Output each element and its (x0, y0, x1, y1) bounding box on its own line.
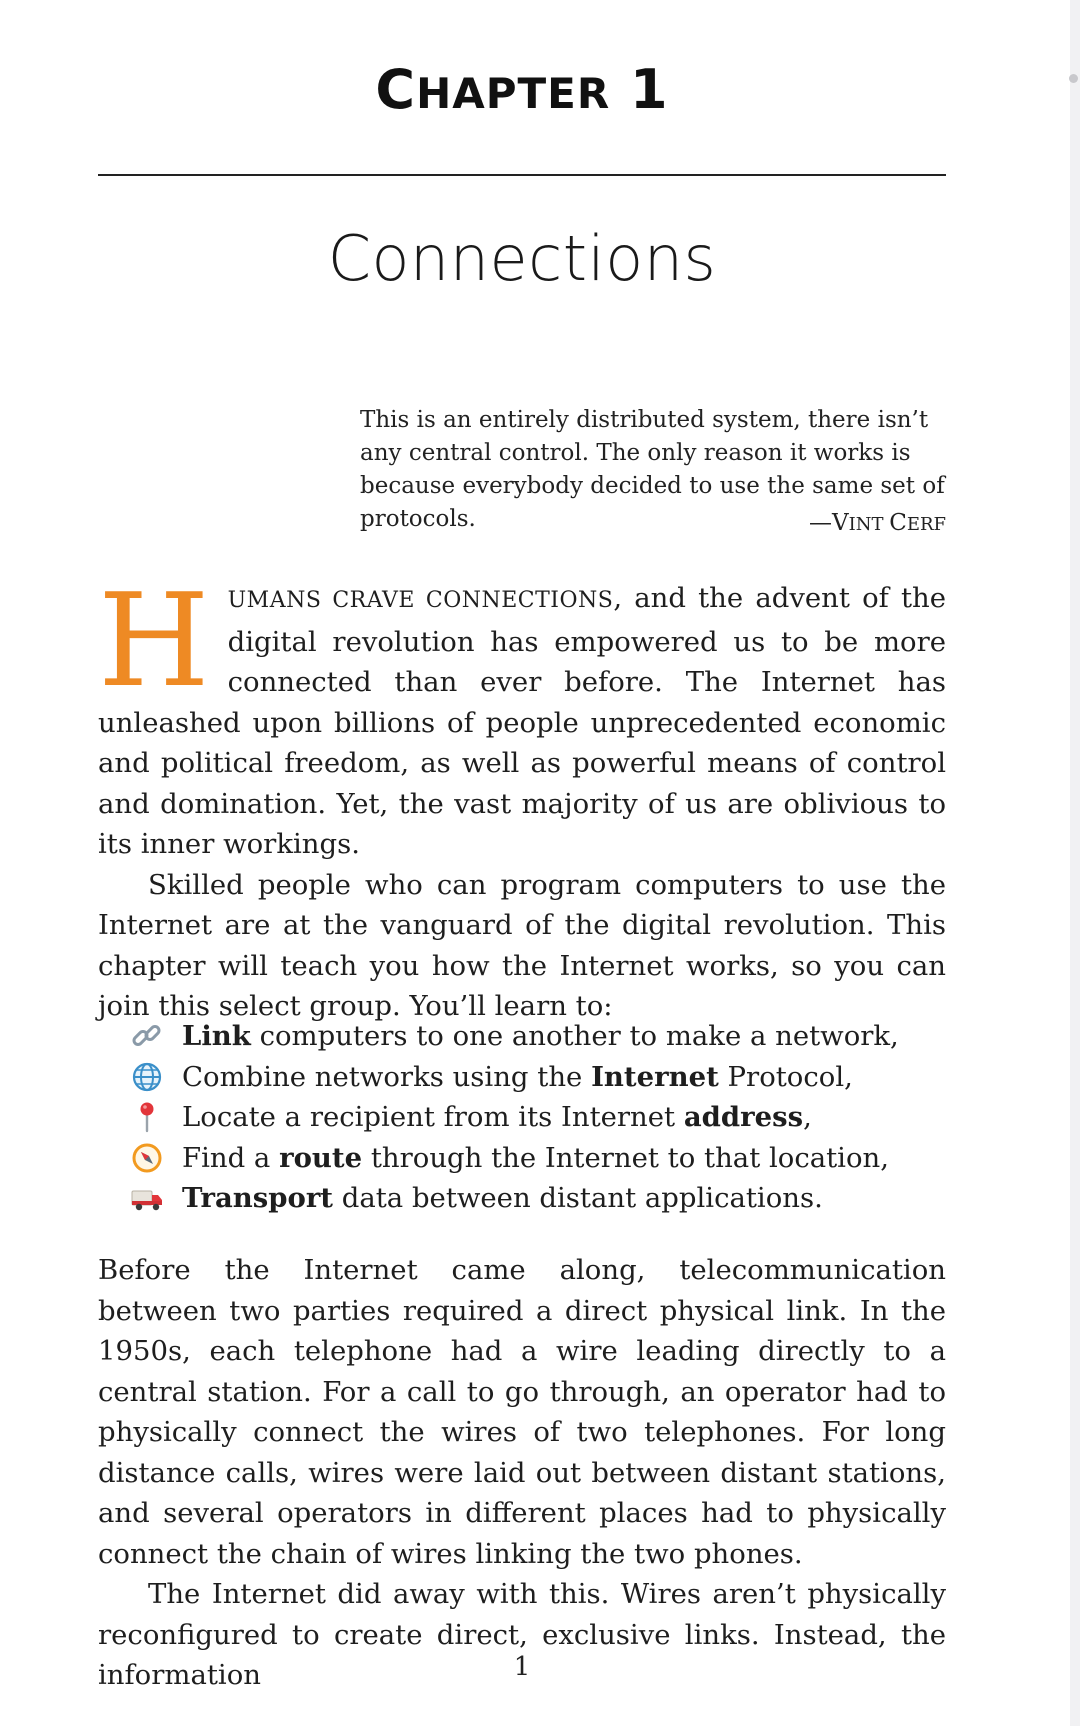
page-number: 1 (513, 1652, 531, 1682)
item-text-post: through the Internet to that location, (362, 1141, 889, 1174)
attribution-int: INT (848, 514, 890, 535)
item-keyword: Transport (182, 1182, 334, 1214)
chapter-label-initial: C (375, 58, 417, 121)
paragraph-3: Before the Internet came along, telecommunication between two parties required a direct physical link. In the 1950s, each telephone had a wire leading directly to a central station. For a call to go through, an operator had to physically connect the wires of two telephones. For long distance calls, wires were laid out between distant stations, and several operators in different places had to physically connect the chain of wires linking the two phones. (98, 1254, 946, 1570)
scrollbar-track[interactable] (1070, 0, 1080, 1726)
truck-icon (130, 1181, 164, 1215)
lead-in-smallcaps: UMANS CRAVE CONNECTIONS (227, 588, 614, 613)
intro-paragraphs (98, 567, 946, 1027)
list-item (130, 1138, 946, 1179)
paragraph-1-text: , and the advent of the digital revolution has empowered us to be more connected than ever before. The Internet has unleashed upon billions of people unprecedented economic and political freedom, as well as powerful means of control and domination. Yet, the vast majority of us are oblivious to its inner workings. (98, 582, 946, 860)
chapter-label (98, 58, 946, 121)
scrollbar-thumb[interactable] (1069, 74, 1078, 83)
item-text-post: computers to one another to make a network, (250, 1020, 899, 1052)
attribution-erf: ERF (906, 514, 946, 535)
list-item (130, 1178, 946, 1219)
learning-objectives-list (130, 1016, 946, 1219)
drop-cap: H (98, 567, 210, 716)
attribution-initial-v: V (831, 510, 849, 536)
item-keyword: address (683, 1101, 804, 1133)
chapter-divider (98, 174, 946, 176)
paragraph-1 (98, 567, 946, 865)
chapter-number: 1 (630, 58, 669, 121)
epigraph-quote: This is an entirely distributed system, there isn’t any central control. The only reason it works is because everybody decided to use the same set of protocols. (360, 407, 945, 532)
link-icon (130, 1019, 164, 1053)
compass-icon (130, 1141, 164, 1175)
item-text-post: Protocol, (718, 1060, 853, 1093)
item-text-pre: Locate a recipient from its Internet (182, 1101, 684, 1133)
item-keyword: route (279, 1141, 363, 1174)
list-item (130, 1057, 946, 1098)
item-text-pre: Combine networks using the (182, 1060, 592, 1093)
attribution-initial-c: C (889, 510, 907, 536)
attribution-dash: — (808, 510, 832, 536)
item-keyword: Link (182, 1020, 251, 1052)
epigraph-attribution (360, 510, 946, 536)
history-paragraphs (98, 1250, 946, 1696)
item-keyword: Internet (591, 1060, 719, 1093)
paragraph-4: The Internet did away with this. Wires aren’t physically reconfigured to create direct, exclusive links. Instead, the information (98, 1578, 946, 1691)
chapter-title: Connections (327, 222, 717, 295)
pin-icon (130, 1100, 164, 1134)
item-text-pre: Find a (182, 1141, 280, 1174)
chapter-label-rest: HAPTER (416, 69, 611, 118)
globe-icon (130, 1060, 164, 1094)
list-item (130, 1016, 946, 1057)
item-text-post: , (803, 1101, 812, 1133)
list-item (130, 1097, 946, 1138)
paragraph-2: Skilled people who can program computers to use the Internet are at the vanguard of the digital revolution. This chapter will teach you how the Internet works, so you can join this select group. You’ll learn to: (98, 868, 946, 1022)
item-text-post: data between distant applications. (333, 1182, 823, 1214)
